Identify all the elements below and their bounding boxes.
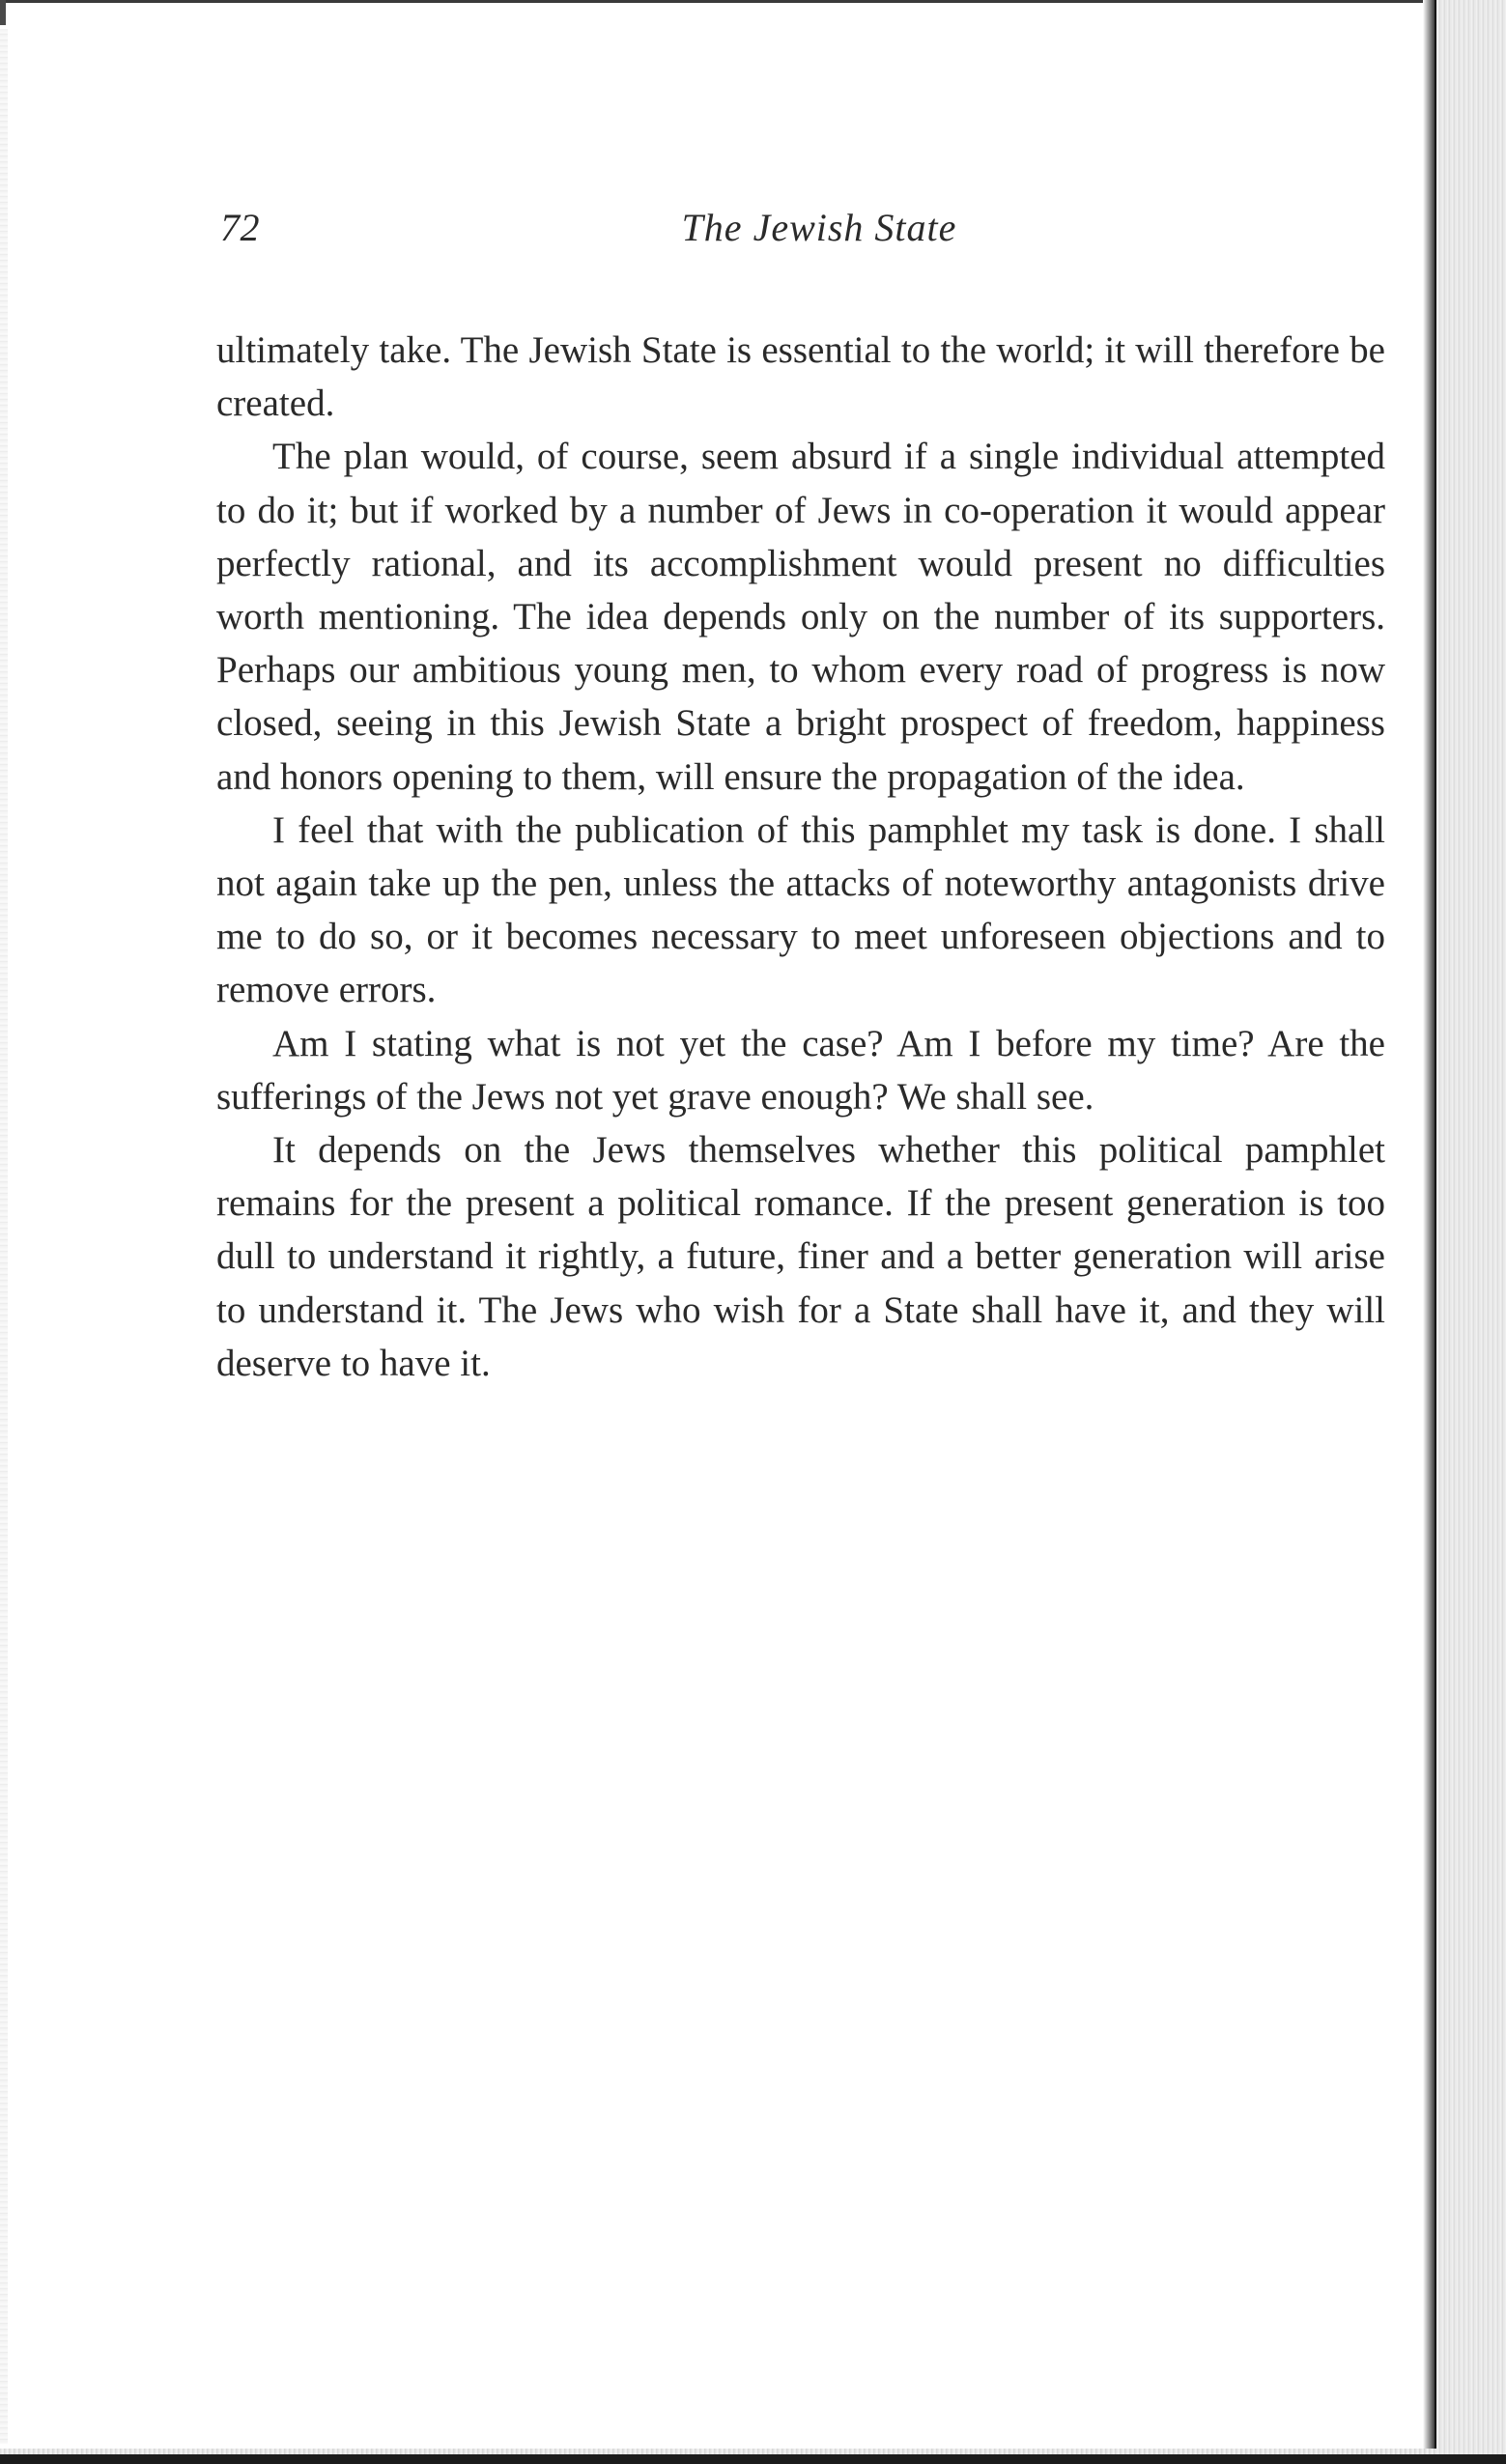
scan-top-corner [0, 0, 6, 25]
paragraph: The plan would, of course, seem absurd if a single individual attempted to do it; but if worked by a number of Jews in co-operation it would appear perfectly rational, and its accomplishment would present no difficulties worth mentioning. The idea depends only on the number of its supporters. Perhaps our ambitious young men, to whom every road of progress is now closed, seeing in this Jewish State a bright prospect of freedom, happiness and honors opening to them, will ensure the propagation of the idea. [216, 436, 1385, 798]
paragraph: Am I stating what is not yet the case? Am I before my time? Are the sufferings of the Jews not yet grave enough? We shall see. [216, 1022, 1385, 1118]
paragraph-continued: ultimately take. The Jewish State is essential to the world; it will therefore be created. [216, 329, 1385, 425]
scan-left-edge [0, 29, 8, 2444]
scan-right-margin [1436, 0, 1506, 2464]
scan-top-edge [0, 0, 1468, 3]
running-title: The Jewish State [681, 206, 957, 249]
scan-bottom-edge [0, 2454, 1506, 2464]
paragraph: I feel that with the publication of this pamphlet my task is done. I shall not again take up the pen, unless the attacks of noteworthy antagonists drive me to do so, or it becomes necessary to meet unforeseen objections and to remove errors. [216, 808, 1385, 1011]
paragraph: It depends on the Jews themselves whether this political pamphlet remains for the present a political romance. If the present generation is too dull to understand it rightly, a future, finer and a better generation will arise to understand it. The Jews who wish for a State shall have it, and they will deserve to have it. [216, 1129, 1385, 1384]
page-number: 72 [220, 206, 260, 249]
body-text [216, 324, 1385, 1390]
running-head [220, 205, 1383, 263]
